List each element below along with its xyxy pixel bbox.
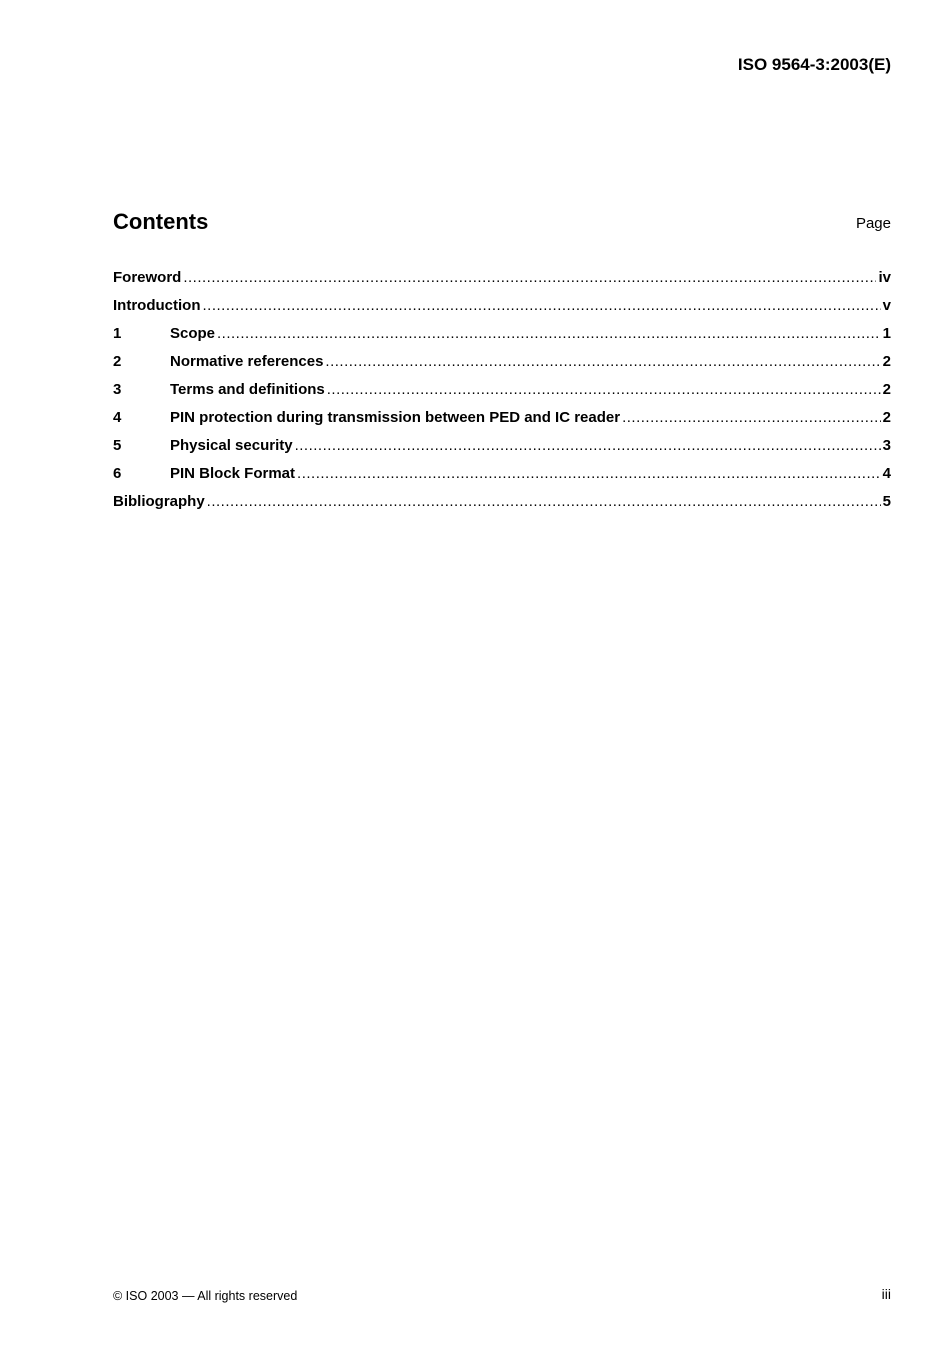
toc-dot-leader [295,434,881,458]
toc-entry-pin-block-format[interactable] [113,462,891,490]
toc-entry-title: PIN protection during transmission between PED and IC reader [170,409,621,426]
toc-entry-number: 1 [113,325,122,342]
toc-entry-page: 2 [882,353,891,370]
toc-entry-scope[interactable] [113,322,891,350]
page-column-label: Page [855,215,891,232]
toc-entry-bibliography[interactable] [113,490,891,518]
footer-copyright: © ISO 2003 — All rights reserved [113,1289,298,1303]
toc-entry-terms-and-definitions[interactable] [113,378,891,406]
toc-entry-title: Bibliography [113,493,205,510]
toc-entry-number: 2 [113,353,122,370]
toc-entry-title: Normative references [170,353,324,370]
toc-entry-introduction[interactable] [113,294,891,322]
toc-entry-page: 1 [882,325,891,342]
toc-entry-foreword[interactable] [113,266,891,294]
toc-entry-title: Foreword [113,269,182,286]
toc-dot-leader [183,266,876,290]
toc-entry-number: 5 [113,437,122,454]
toc-entry-title: PIN Block Format [170,465,296,482]
toc-entry-title: Physical security [170,437,293,454]
table-of-contents [113,266,891,518]
toc-dot-leader [327,378,881,402]
toc-entry-title: Terms and definitions [170,381,325,398]
toc-entry-number: 3 [113,381,122,398]
toc-entry-page: 2 [882,381,891,398]
toc-entry-title: Introduction [113,297,201,314]
toc-entry-pin-protection[interactable] [113,406,891,434]
toc-dot-leader [217,322,881,346]
toc-entry-page: 3 [882,437,891,454]
toc-entry-title: Scope [170,325,216,342]
toc-entry-page: 5 [882,493,891,510]
toc-entry-normative-references[interactable] [113,350,891,378]
toc-entry-page: iv [878,269,891,286]
footer-page-number: iii [881,1286,891,1302]
contents-heading: Contents [113,209,209,234]
toc-entry-page: 4 [882,465,891,482]
toc-dot-leader [202,294,880,318]
toc-dot-leader [207,490,881,514]
toc-entry-physical-security[interactable] [113,434,891,462]
toc-entry-number: 6 [113,465,122,482]
document-id: ISO 9564-3:2003(E) [737,55,891,74]
toc-dot-leader [622,406,881,430]
toc-dot-leader [325,350,880,374]
toc-entry-number: 4 [113,409,122,426]
toc-entry-page: 2 [882,409,891,426]
toc-entry-page: v [882,297,891,314]
toc-dot-leader [297,462,881,486]
